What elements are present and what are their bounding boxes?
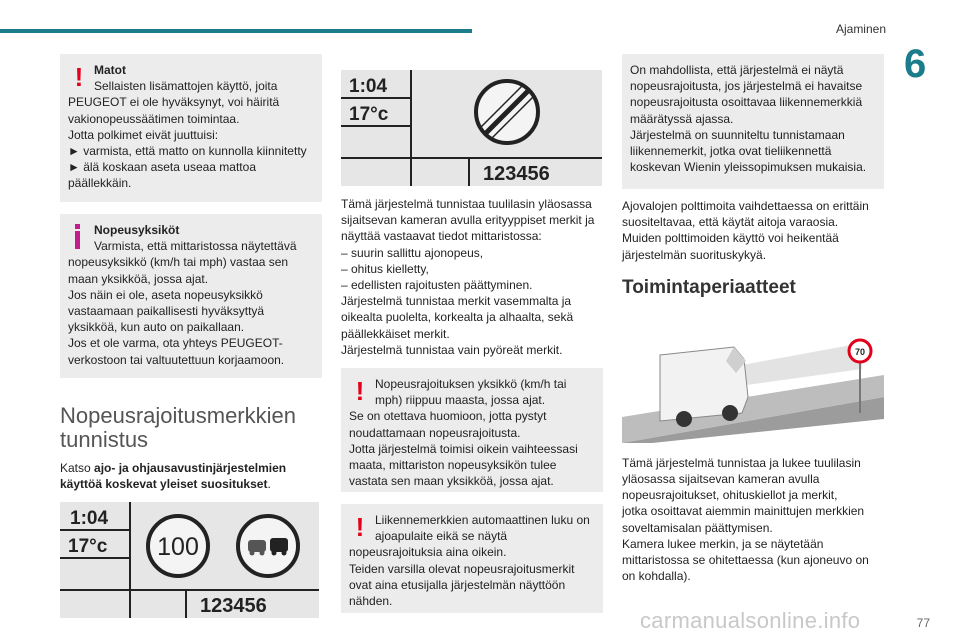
box-line: päällekkäin. <box>68 176 132 191</box>
warning-icon: ! <box>355 376 365 407</box>
box-line: On mahdollista, että järjestelmä ei näytä <box>630 63 844 77</box>
function-paragraph <box>622 455 884 585</box>
header-accent-bar <box>0 29 472 33</box>
text: . <box>267 477 271 492</box>
box-line: määrätyssä ajassa. <box>630 111 734 126</box>
warning-box-units <box>341 368 603 492</box>
box-line: PEUGEOT ei ole hyväksynyt, voi häiritä <box>68 95 280 110</box>
column-1 <box>60 54 322 618</box>
info-icon <box>68 222 90 252</box>
warning-icon: ! <box>74 62 84 92</box>
clock-text: 1:04 <box>70 508 109 530</box>
odometer-text: 123456 <box>200 595 267 618</box>
text-line: järjestelmän suorituskykyä. <box>622 247 767 262</box>
box-line: nopeusrajoituksia aina oikein. <box>349 545 507 560</box>
text-line: soveltamisalan päättymisen. <box>622 520 773 535</box>
section-heading: Toimintaperiaatteet <box>622 276 796 298</box>
text: Katso <box>60 461 95 475</box>
text-line: näyttää vastaavat tiedot mittaristossa: <box>341 229 542 244</box>
box-line: Jos et ole varma, ota yhteys PEUGEOT- <box>68 336 283 351</box>
box-line: mph) riippuu maasta, jossa ajat. <box>375 393 546 408</box>
box-line: ► varmista, että matto on kunnolla kiinnitetty <box>68 144 307 159</box>
text-line: Järjestelmä tunnistaa vain pyöreät merkit. <box>341 342 563 357</box>
temperature-text: 17°c <box>68 536 108 558</box>
watermark: carmanualsonline.info <box>640 608 861 633</box>
text-line: mittaristossa se ohitettaessa (kun ajoneuvo on <box>622 553 869 568</box>
text-line: Tämä järjestelmä tunnistaa ja lukee tuulilasin <box>622 455 861 470</box>
warning-title: Matot <box>94 63 126 77</box>
cluster-illustration-2 <box>341 70 602 186</box>
text-line: suositeltavaa, että käytät aitoja varaosia. <box>622 215 839 230</box>
cluster-illustration-1 <box>60 502 319 618</box>
sign-value: 70 <box>854 346 866 357</box>
no-overtaking-sign-icon <box>238 516 298 576</box>
text-line: Järjestelmä tunnistaa merkit vasemmalta ja <box>341 294 572 309</box>
box-line: vakionopeussäätimen toimintaa. <box>68 111 240 126</box>
text-line: jotka osoittavat aiemmin mainittujen merkkien <box>622 504 865 519</box>
text-line: sijaitsevan kameran avulla erityyppiset merkit ja <box>341 213 595 228</box>
box-line: vastaamaan paikallisesti hyväksyttyä <box>68 304 265 319</box>
text-line: Kamera lukee merkin, ja se näytetään <box>622 536 824 551</box>
info-title: Nopeusyksiköt <box>94 223 180 237</box>
temperature-text: 17°c <box>349 104 389 125</box>
box-line: Teiden varsilla olevat nopeusrajoitusmerkit <box>349 561 575 576</box>
list-item: – suurin sallittu ajonopeus, <box>341 245 484 260</box>
heading-line: Nopeusrajoitusmerkkien <box>60 403 296 428</box>
box-line: ovat aina etusijalla järjestelmän näyttöön <box>349 577 566 592</box>
box-line: Nopeusrajoituksen yksikkö (km/h tai <box>375 377 567 392</box>
heading-line: tunnistus <box>60 427 149 452</box>
van-icon <box>660 347 748 427</box>
box-line: Jos näin ei ole, aseta nopeusyksikkö <box>68 287 263 302</box>
speed-sign-value: 100 <box>157 533 199 562</box>
box-line: vastata sen maan yksikköä, jossa ajat. <box>349 474 554 489</box>
box-line: Se on otettava huomioon, jotta pystyt <box>349 409 547 424</box>
warning-box-matot <box>60 54 322 202</box>
box-line: nopeusrajoitusta, jos järjestelmä ei havaitse <box>630 79 863 94</box>
link-text: ajo- ja ohjausavustinjärjestelmien <box>94 461 287 475</box>
box-line: verkostoon tai valtuutettuun korjaamoon. <box>68 352 285 367</box>
column-3 <box>622 54 884 584</box>
text-line: on kohdalla). <box>622 569 691 584</box>
box-line: maata, mittariston nopeusyksikön tulee <box>349 458 557 473</box>
warning-box-automatic-reading <box>341 504 603 613</box>
section-title: Ajaminen <box>835 22 886 36</box>
van-illustration <box>622 325 884 443</box>
text-line: yläosassa sijaitsevan kameran avulla <box>622 472 820 487</box>
section-heading <box>60 404 322 452</box>
info-box-nopeusyksikot <box>60 214 322 378</box>
column-2 <box>341 70 603 613</box>
chapter-number: 6 <box>904 42 927 86</box>
list-item: – edellisten rajoitusten päättyminen. <box>341 278 533 293</box>
box-line: nähden. <box>349 594 393 609</box>
box-line: Liikennemerkkien automaattinen luku on <box>375 513 590 528</box>
page-number: 77 <box>916 616 930 630</box>
box-line: yksikköä, kun auto on paikallaan. <box>68 320 245 335</box>
text-line: nopeusrajoitukset, ohituskiellot ja merkit, <box>622 488 838 503</box>
clock-text: 1:04 <box>349 76 388 97</box>
box-line: ajoapulaite eikä se näytä <box>375 529 508 544</box>
box-line: Sellaisten lisämattojen käyttö, joita <box>94 79 278 94</box>
box-line: ► älä koskaan aseta useaa mattoa <box>68 160 256 175</box>
list-item: – ohitus kielletty, <box>341 261 429 276</box>
text-line: Muiden polttimoiden käyttö voi heikentää <box>622 231 839 246</box>
bulb-paragraph <box>622 198 884 263</box>
link-text: käyttöä koskevat yleiset suositukset <box>60 477 268 492</box>
box-line: maan yksikköä, jossa ajat. <box>68 271 209 286</box>
warning-icon: ! <box>355 512 365 543</box>
box-line: Jotta polkimet eivät juuttuisi: <box>68 127 219 142</box>
box-line: nopeusyksikkö (km/h tai mph) vastaa sen <box>68 255 289 270</box>
box-line: koskevan Wienin yleissopimuksen mukaisia. <box>630 160 867 175</box>
description-paragraph <box>341 196 603 358</box>
box-line: Varmista, että mittaristossa näytettävä <box>94 239 297 254</box>
text-line: oikealta puolelta, korkealta ja alhaalta, sekä <box>341 310 574 325</box>
note-box <box>622 54 884 189</box>
odometer-text: 123456 <box>483 163 550 185</box>
end-of-restrictions-sign-icon <box>476 81 538 143</box>
box-line: liikennemerkit, jotka ovat tieliikennettä <box>630 144 832 159</box>
box-line: Järjestelmä on suunniteltu tunnistamaan <box>630 127 845 142</box>
text-line: päällekkäiset merkit. <box>341 326 450 341</box>
box-line: Jotta järjestelmä toimisi oikein vaihteessasi <box>349 441 578 456</box>
reference-paragraph <box>60 460 322 492</box>
box-line: noudattamaan nopeusrajoitusta. <box>349 425 521 440</box>
text-line: Tämä järjestelmä tunnistaa tuulilasin yläosassa <box>341 197 592 211</box>
box-line: nopeusrajoitusta osoittavaa liikennemerkkiä <box>630 95 863 110</box>
text-line: Ajovalojen polttimoita vaihdettaessa on erittäin <box>622 199 869 213</box>
